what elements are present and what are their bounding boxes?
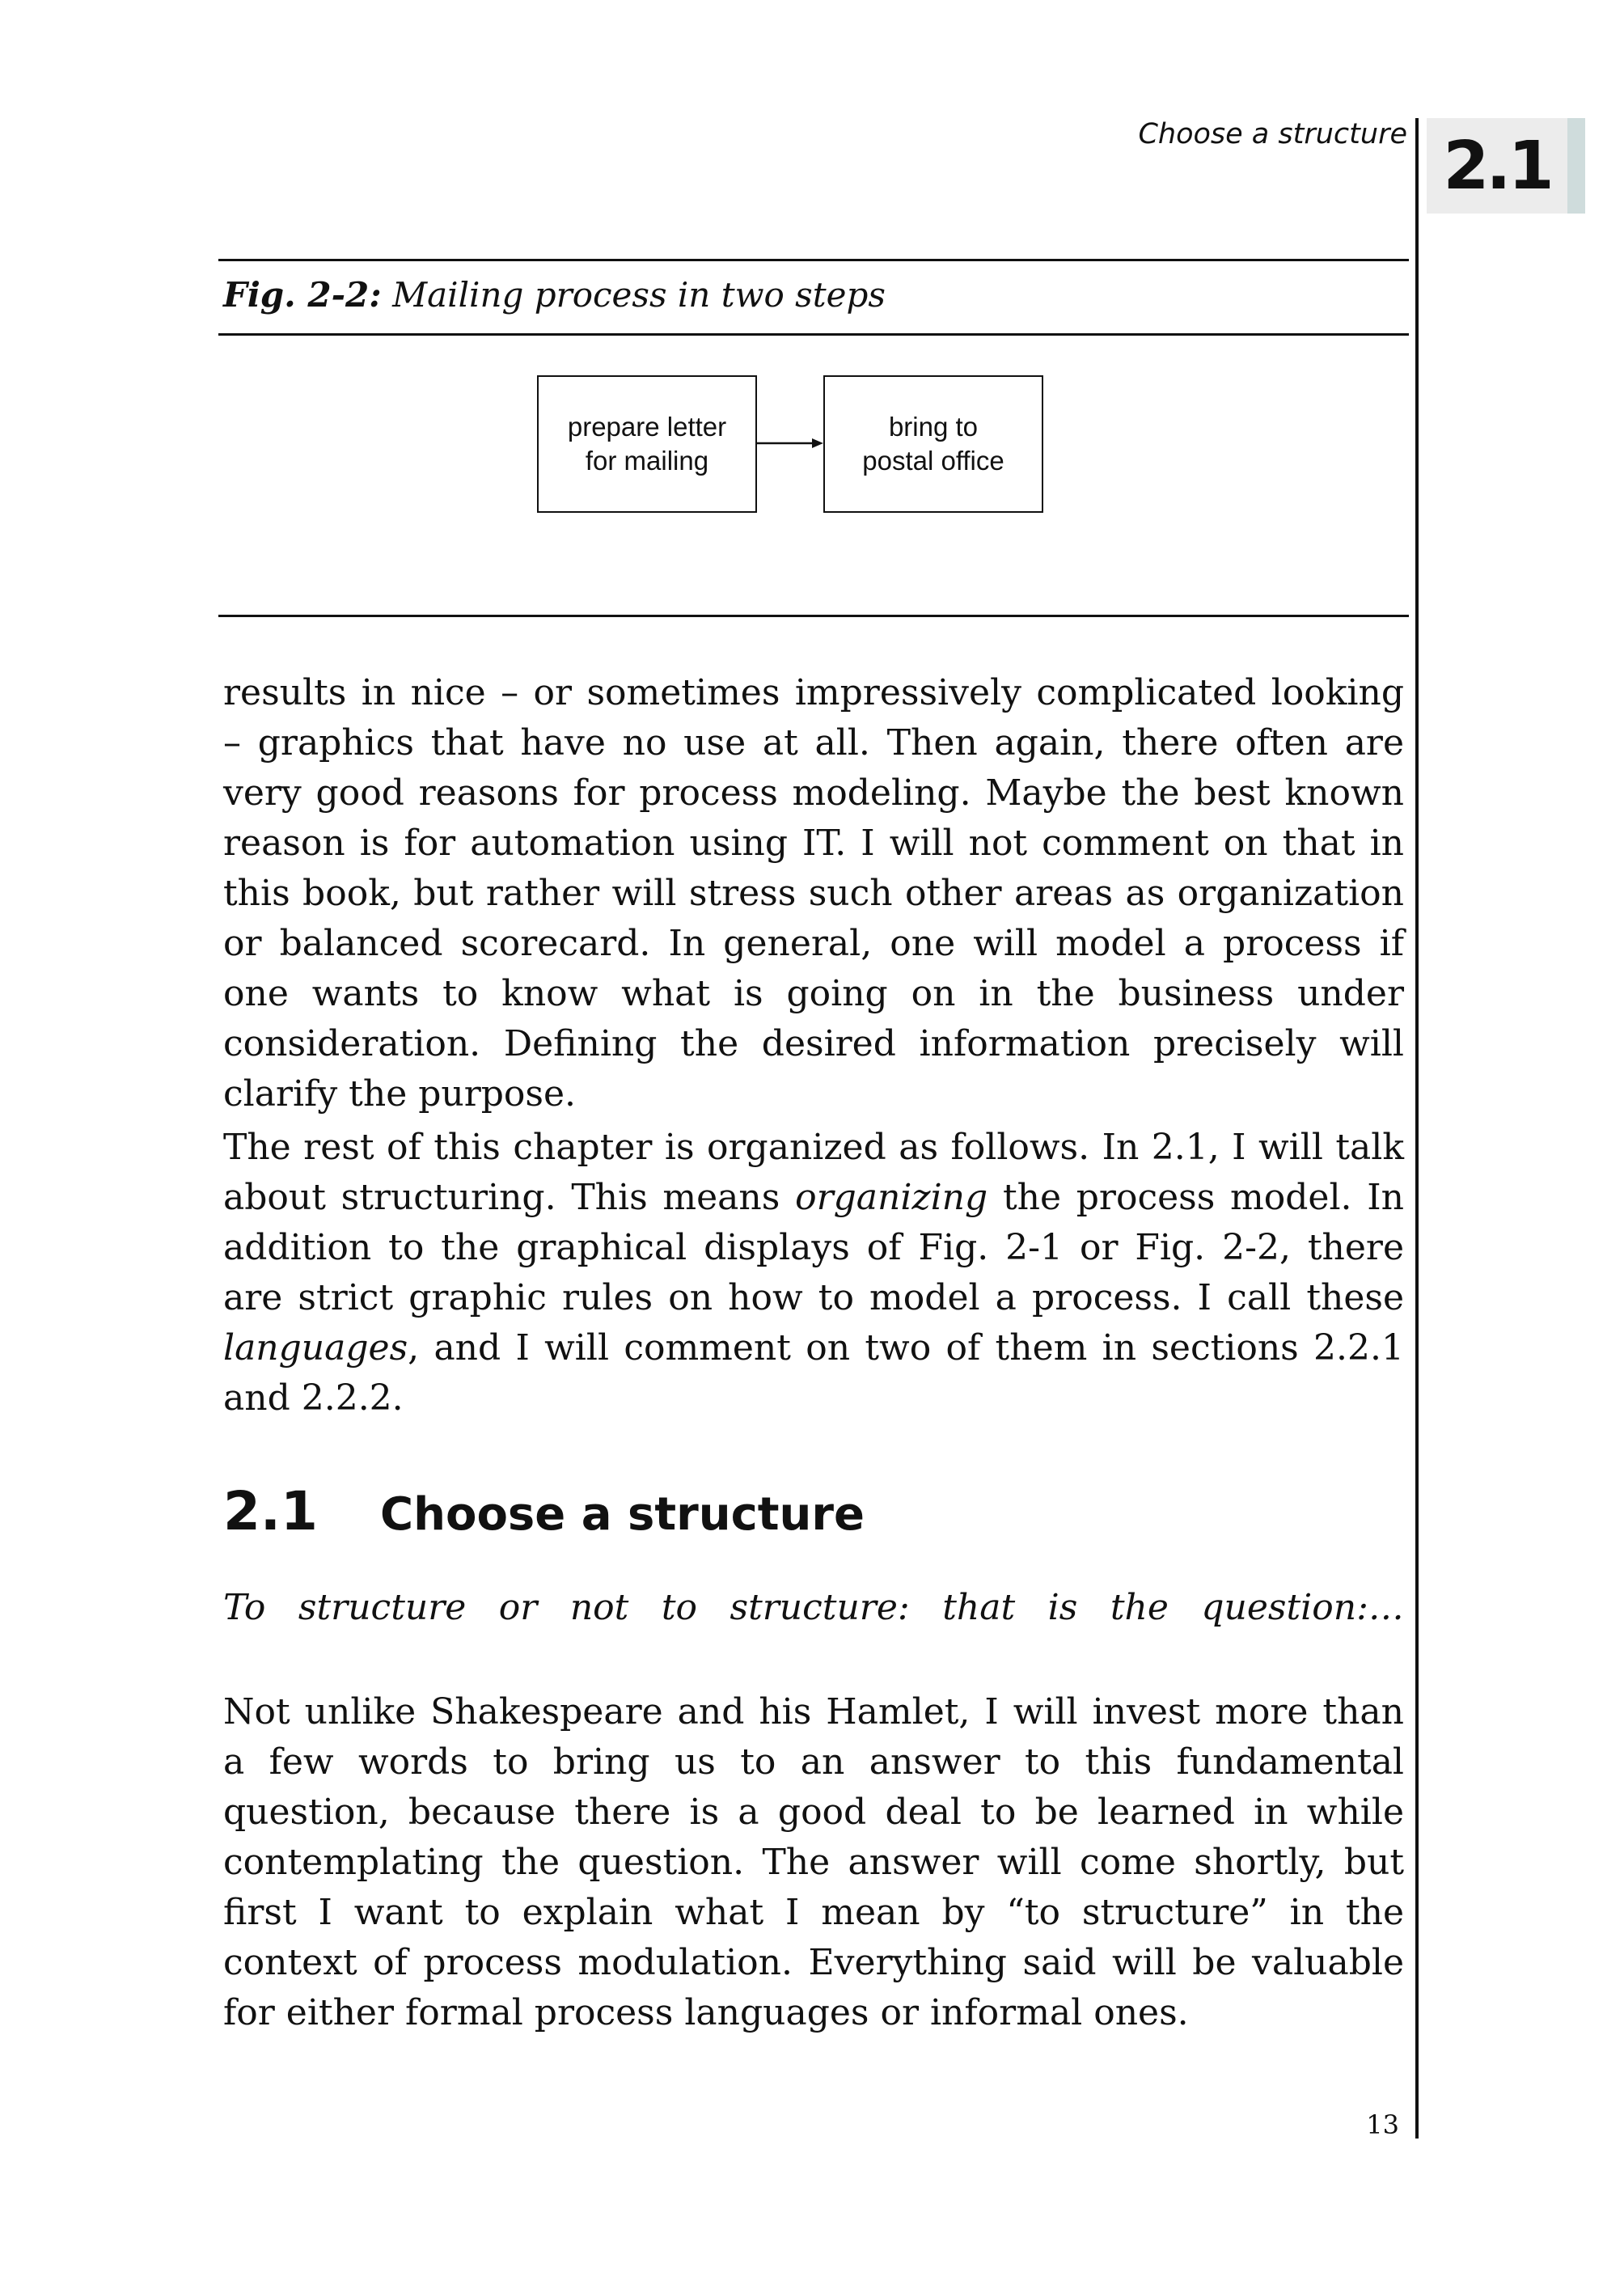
body-paragraph-2: [223, 1123, 1404, 1424]
process-step-line: prepare letter: [567, 412, 727, 442]
arrow-head: [812, 438, 823, 448]
epigraph: [223, 1587, 1404, 1628]
epigraph-word: the: [1110, 1587, 1169, 1628]
epigraph-word: structure:: [730, 1587, 910, 1628]
epigraph-word: structure: [298, 1587, 467, 1628]
page-number: 13: [1366, 2109, 1399, 2140]
epigraph-word: not: [569, 1587, 629, 1628]
text-run: the process model. In addition to the graphical displays of Fig. 2-1 or Fig. 2-2, there are strict graphic rules on how to model a process. I call these: [223, 1177, 1405, 1318]
body-paragraph-1: results in nice – or sometimes impressively complicated looking – graphics that have no use at all. Then again, there often are very good reasons for process modeling. Maybe the best known reason is for automation using IT. I will not comment on that in this book, but rather will stress such other areas as organization or balanced scorecard. In general, one will model a process if one wants to know what is going on in the business under consideration. Defining the desired information precisely will clarify the purpose.: [223, 672, 1404, 1115]
epigraph-word: To: [223, 1587, 266, 1628]
epigraph-word: or: [498, 1587, 538, 1628]
emphasis-organizing: organizing: [795, 1177, 988, 1218]
section-number: 2.1: [223, 1480, 318, 1542]
running-head: Choose a structure: [1138, 118, 1407, 150]
body-paragraph-3: Not unlike Shakespeare and his Hamlet, I will invest more than a few words to bring us to an answer to this fundamental question, because there is a good deal to be learned in while contemplating the question. The answer will come shortly, but first I want to explain what I mean by “to structure” in the context of process modulation. Everything said will be valuable for either formal process languages or informal ones.: [223, 1691, 1404, 2033]
section-title: Choose a structure: [380, 1488, 865, 1541]
text-run: The rest of this chapter is organized as follows. In 2.1, I will talk about structuring. This means: [223, 1127, 1404, 1218]
process-step-bring-to-postal-office: [823, 375, 1043, 513]
process-step-line: postal office: [862, 446, 1004, 476]
epigraph-word: that: [942, 1587, 1016, 1628]
epigraph-word: question:…: [1201, 1587, 1404, 1628]
epigraph-word: is: [1047, 1587, 1078, 1628]
emphasis-languages: languages: [223, 1327, 408, 1369]
process-step-line: for mailing: [585, 446, 709, 476]
epigraph-word: to: [661, 1587, 698, 1628]
process-flow-arrow: [0, 0, 1624, 566]
process-step-line: bring to: [888, 412, 979, 442]
chapter-tab-number: 2.1: [1443, 127, 1551, 205]
section-heading: [223, 1480, 865, 1542]
figure-caption-text: Mailing process in two steps: [392, 275, 886, 315]
figure-bottom-rule: [218, 615, 1409, 617]
figure-label: Fig. 2-2:: [223, 275, 382, 315]
text-run: , and I will comment on two of them in sections 2.2.1 and 2.2.2.: [223, 1327, 1404, 1419]
